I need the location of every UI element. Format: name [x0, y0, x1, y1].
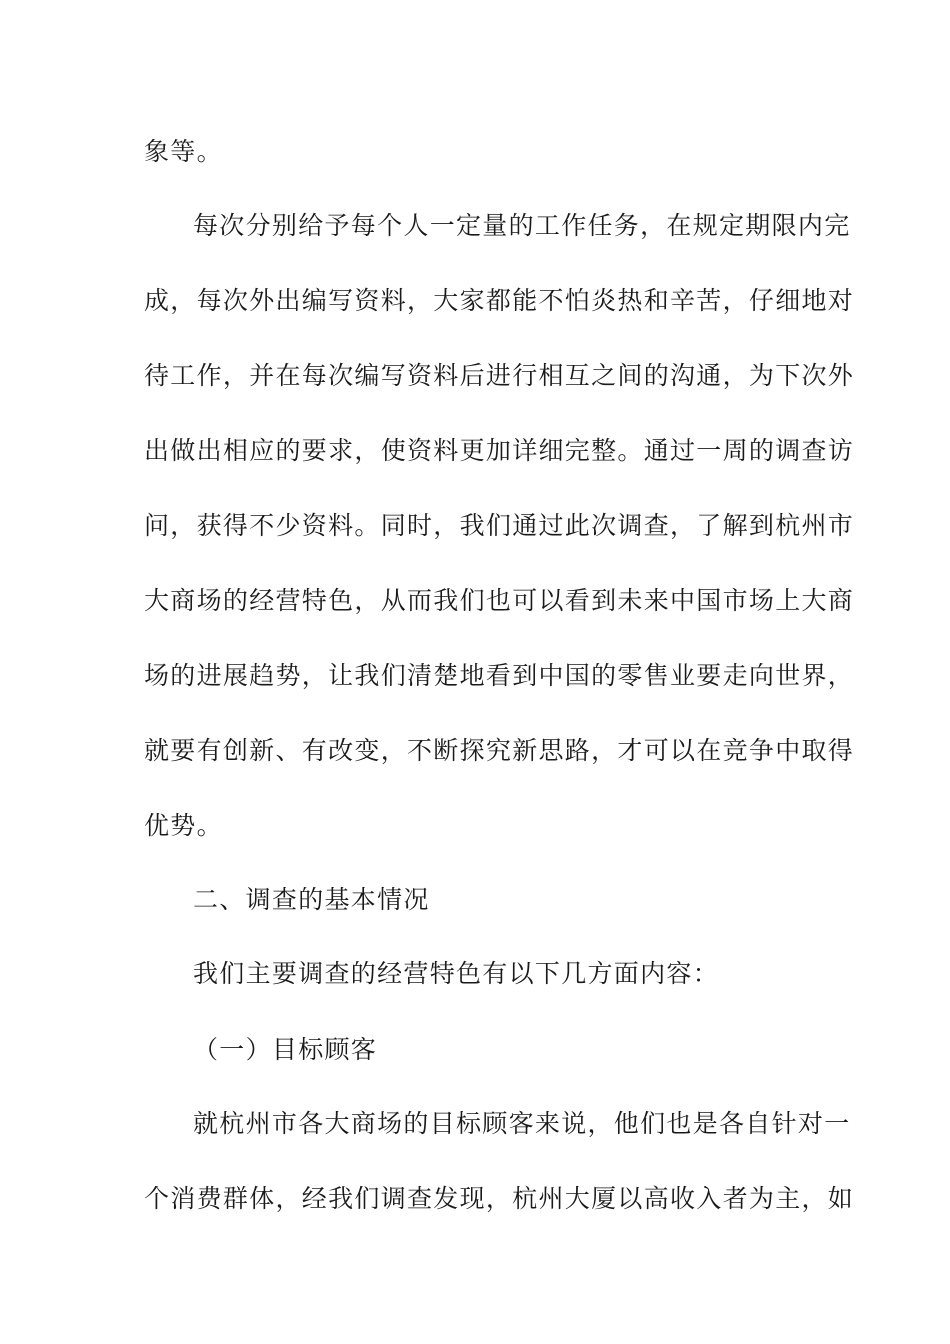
section-heading: 二、调查的基本情况: [193, 885, 430, 914]
paragraph-line-14: 就杭州市各大商场的目标顾客来说，他们也是各自针对一: [193, 1109, 851, 1138]
paragraph-line-6: 问，获得不少资料。同时，我们通过此次调查，了解到杭州市: [144, 511, 855, 540]
paragraph-line-4: 待工作，并在每次编写资料后进行相互之间的沟通，为下次外: [144, 361, 855, 390]
paragraph-line-9: 就要有创新、有改变，不断探究新思路，才可以在竞争中取得: [144, 736, 855, 765]
paragraph-line-2: 每次分别给予每个人一定量的工作任务，在规定期限内完: [193, 211, 851, 240]
paragraph-line-3: 成，每次外出编写资料，大家都能不怕炎热和辛苦，仔细地对: [144, 286, 855, 315]
paragraph-line-15: 个消费群体，经我们调查发现，杭州大厦以高收入者为主，如: [144, 1184, 855, 1213]
paragraph-line-8: 场的进展趋势，让我们清楚地看到中国的零售业要走向世界，: [144, 661, 855, 690]
paragraph-line-12: 我们主要调查的经营特色有以下几方面内容：: [193, 959, 720, 988]
paragraph-line-7: 大商场的经营特色，从而我们也可以看到未来中国市场上大商: [144, 586, 855, 615]
paragraph-line-5: 出做出相应的要求，使资料更加详细完整。通过一周的调查访: [144, 436, 855, 465]
subsection-heading: （一）目标顾客: [193, 1035, 378, 1064]
paragraph-line-1: 象等。: [144, 137, 223, 166]
paragraph-line-10: 优势。: [144, 811, 223, 840]
